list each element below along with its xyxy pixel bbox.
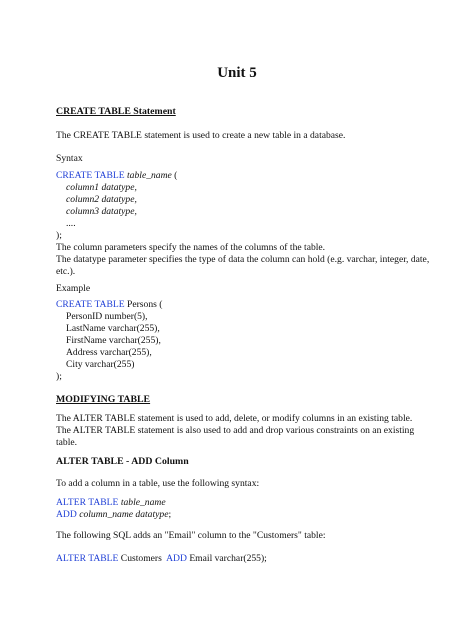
- example-column-line: FirstName varchar(255),: [66, 335, 161, 346]
- sql-keyword: CREATE TABLE: [56, 299, 125, 310]
- syntax-column-line: column2 datatype,: [66, 194, 137, 205]
- alter-syntax-line: [56, 497, 171, 509]
- example-column-line: PersonID number(5),: [66, 311, 148, 322]
- column-parameters-text: The column parameters specify the names of the columns of the table.: [56, 242, 326, 253]
- alter-table-example-block: [56, 553, 267, 565]
- datatype-parameter-text-cont: etc.).: [56, 266, 76, 277]
- section-heading-create-table: CREATE TABLE Statement: [56, 106, 176, 117]
- syntax-close: );: [56, 230, 62, 241]
- alter-table-syntax-block: [56, 497, 171, 521]
- example-close: );: [56, 371, 62, 382]
- sql-identifier: Persons (: [124, 299, 163, 310]
- create-table-example-block: [56, 299, 162, 383]
- create-table-intro: The CREATE TABLE statement is used to create a new table in a database.: [56, 130, 346, 141]
- syntax-ellipsis: ....: [66, 218, 76, 229]
- subheading-add-column: ALTER TABLE - ADD Column: [56, 456, 189, 467]
- sql-keyword: ALTER TABLE: [56, 497, 119, 508]
- sql-identifier: Customers: [118, 553, 167, 564]
- syntax-label: Syntax: [56, 153, 83, 164]
- alter-table-text-1: The ALTER TABLE statement is used to add, delete, or modify columns in an existing table.: [56, 413, 413, 424]
- example-column-line: City varchar(255): [66, 359, 135, 370]
- alter-table-text-3: table.: [56, 437, 78, 448]
- alter-example-line: [56, 553, 267, 565]
- syntax-column-line: column3 datatype,: [66, 206, 137, 217]
- sql-keyword: ADD: [56, 509, 77, 520]
- syntax-column-line: column1 datatype,: [66, 182, 137, 193]
- sql-identifier: table_name: [127, 170, 172, 181]
- sql-keyword: ALTER TABLE: [56, 553, 119, 564]
- sql-keyword: ADD: [166, 553, 187, 564]
- alter-table-text-2: The ALTER TABLE statement is also used to add and drop various constraints on an existing: [56, 425, 415, 436]
- page-title: Unit 5: [217, 65, 257, 81]
- example-column-line: Address varchar(255),: [66, 347, 152, 358]
- sql-identifier: Email varchar(255);: [186, 553, 267, 564]
- example-label: Example: [56, 283, 91, 294]
- alter-example-intro: The following SQL adds an "Email" column to the "Customers" table:: [56, 530, 326, 541]
- section-heading-modifying-table: MODIFYING TABLE: [56, 394, 151, 405]
- sql-identifier: column_name datatype: [79, 509, 169, 520]
- alter-syntax-line: [56, 509, 171, 521]
- syntax-line: [56, 170, 177, 182]
- datatype-parameter-text: The datatype parameter specifies the type of data the column can hold (e.g. varchar, integer, date,: [56, 254, 430, 265]
- sql-keyword: CREATE TABLE: [56, 170, 125, 181]
- example-line: [56, 299, 162, 311]
- create-table-syntax-block: [56, 170, 177, 242]
- sql-punctuation: (: [171, 170, 178, 181]
- sql-identifier: table_name: [120, 497, 166, 508]
- example-column-line: LastName varchar(255),: [66, 323, 160, 334]
- add-column-intro: To add a column in a table, use the following syntax:: [56, 478, 260, 489]
- sql-punctuation: ;: [168, 509, 172, 520]
